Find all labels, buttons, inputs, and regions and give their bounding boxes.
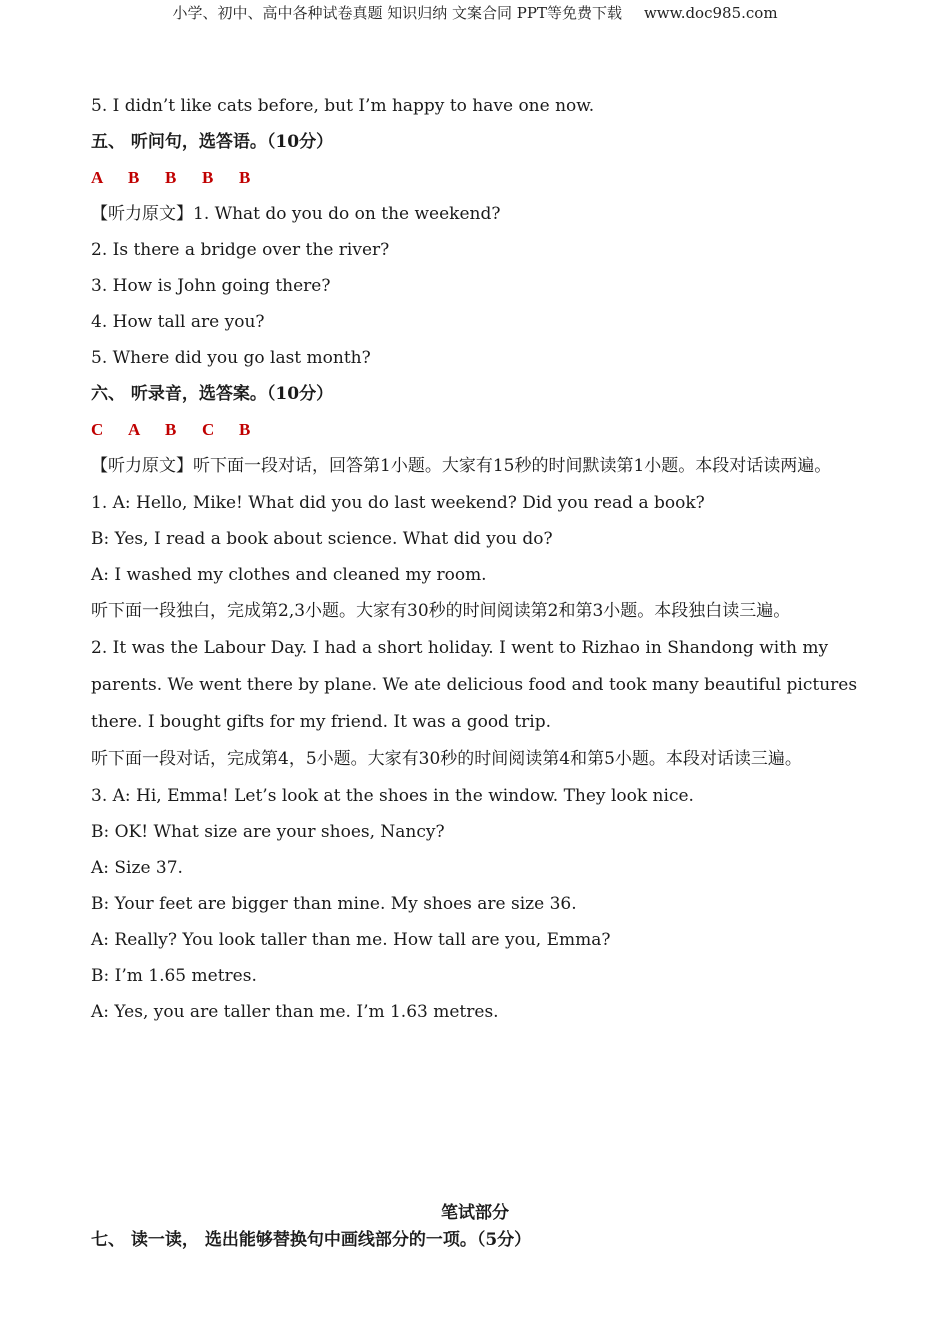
answer-key: C <box>202 420 215 439</box>
answer-key: B <box>202 168 214 187</box>
written-part-title: 笔试部分 <box>441 1203 509 1223</box>
dialog-line: 3. A: Hi, Emma! Let’s look at the shoes in the window. They look nice. <box>91 786 694 806</box>
header-text: 小学、初中、高中各种试卷真题 知识归纳 文案合同 PPT等免费下载 <box>172 4 622 22</box>
answer-key: B <box>239 168 251 187</box>
answer-key: B <box>165 420 177 439</box>
section6-intro: 【听力原文】听下面一段对话，回答第1小题。大家有15秒的时间默读第1小题。本段对话读两遍。 <box>91 456 832 476</box>
dialog-line: 1. A: Hello, Mike! What did you do last weekend? Did you read a book? <box>91 493 705 513</box>
script-line: 2. Is there a bridge over the river? <box>91 240 390 260</box>
dialog-line: B: Yes, I read a book about science. What did you do? <box>91 529 553 549</box>
answer-key: C <box>91 420 104 439</box>
dialog-line: B: I’m 1.65 metres. <box>91 966 257 986</box>
script-line: 3. How is John going there? <box>91 276 331 296</box>
answer-key: A <box>128 420 141 439</box>
answer-key: B <box>165 168 177 187</box>
section5-heading: 五、 听问句，选答语。（10分） <box>91 132 334 152</box>
answer-key: B <box>239 420 251 439</box>
script-line: 5. Where did you go last month? <box>91 348 371 368</box>
page-header <box>0 2 950 23</box>
dialog-line: A: Yes, you are taller than me. I’m 1.63 metres. <box>91 1002 499 1022</box>
section5-answers <box>91 160 861 196</box>
dialog-line: B: Your feet are bigger than mine. My shoes are size 36. <box>91 894 577 914</box>
section6-intro2: 听下面一段独白，完成第2,3小题。大家有30秒的时间阅读第2和第3小题。本段独白读三遍。 <box>91 601 791 621</box>
section5-tail-line: 5. I didn’t like cats before, but I’m happy to have one now. <box>91 96 595 116</box>
monologue-paragraph: 2. It was the Labour Day. I had a short holiday. I went to Rizhao in Shandong with my parents. We went there by plane. We ate delicious food and took many beautiful pictures there. I bought gifts for my friend. It was a good trip. <box>91 638 858 732</box>
script-line: 【听力原文】1. What do you do on the weekend? <box>91 204 501 224</box>
dialog-line: A: I washed my clothes and cleaned my room. <box>91 565 487 585</box>
answer-key: B <box>128 168 140 187</box>
section6-answers <box>91 412 861 448</box>
section7-heading: 七、 读一读， 选出能够替换句中画线部分的一项。（5分） <box>91 1230 532 1250</box>
header-url: www.doc985.com <box>643 4 778 22</box>
dialog-line: A: Really? You look taller than me. How tall are you, Emma? <box>91 930 611 950</box>
answer-key: A <box>91 168 104 187</box>
document-body <box>91 88 861 1030</box>
dialog-line: B: OK! What size are your shoes, Nancy? <box>91 822 445 842</box>
script-line: 4. How tall are you? <box>91 312 265 332</box>
dialog-line: A: Size 37. <box>91 858 183 878</box>
section6-heading: 六、 听录音，选答案。（10分） <box>91 384 334 404</box>
section6-intro3: 听下面一段对话，完成第4，5小题。大家有30秒的时间阅读第4和第5小题。本段对话读三遍。 <box>91 749 802 769</box>
